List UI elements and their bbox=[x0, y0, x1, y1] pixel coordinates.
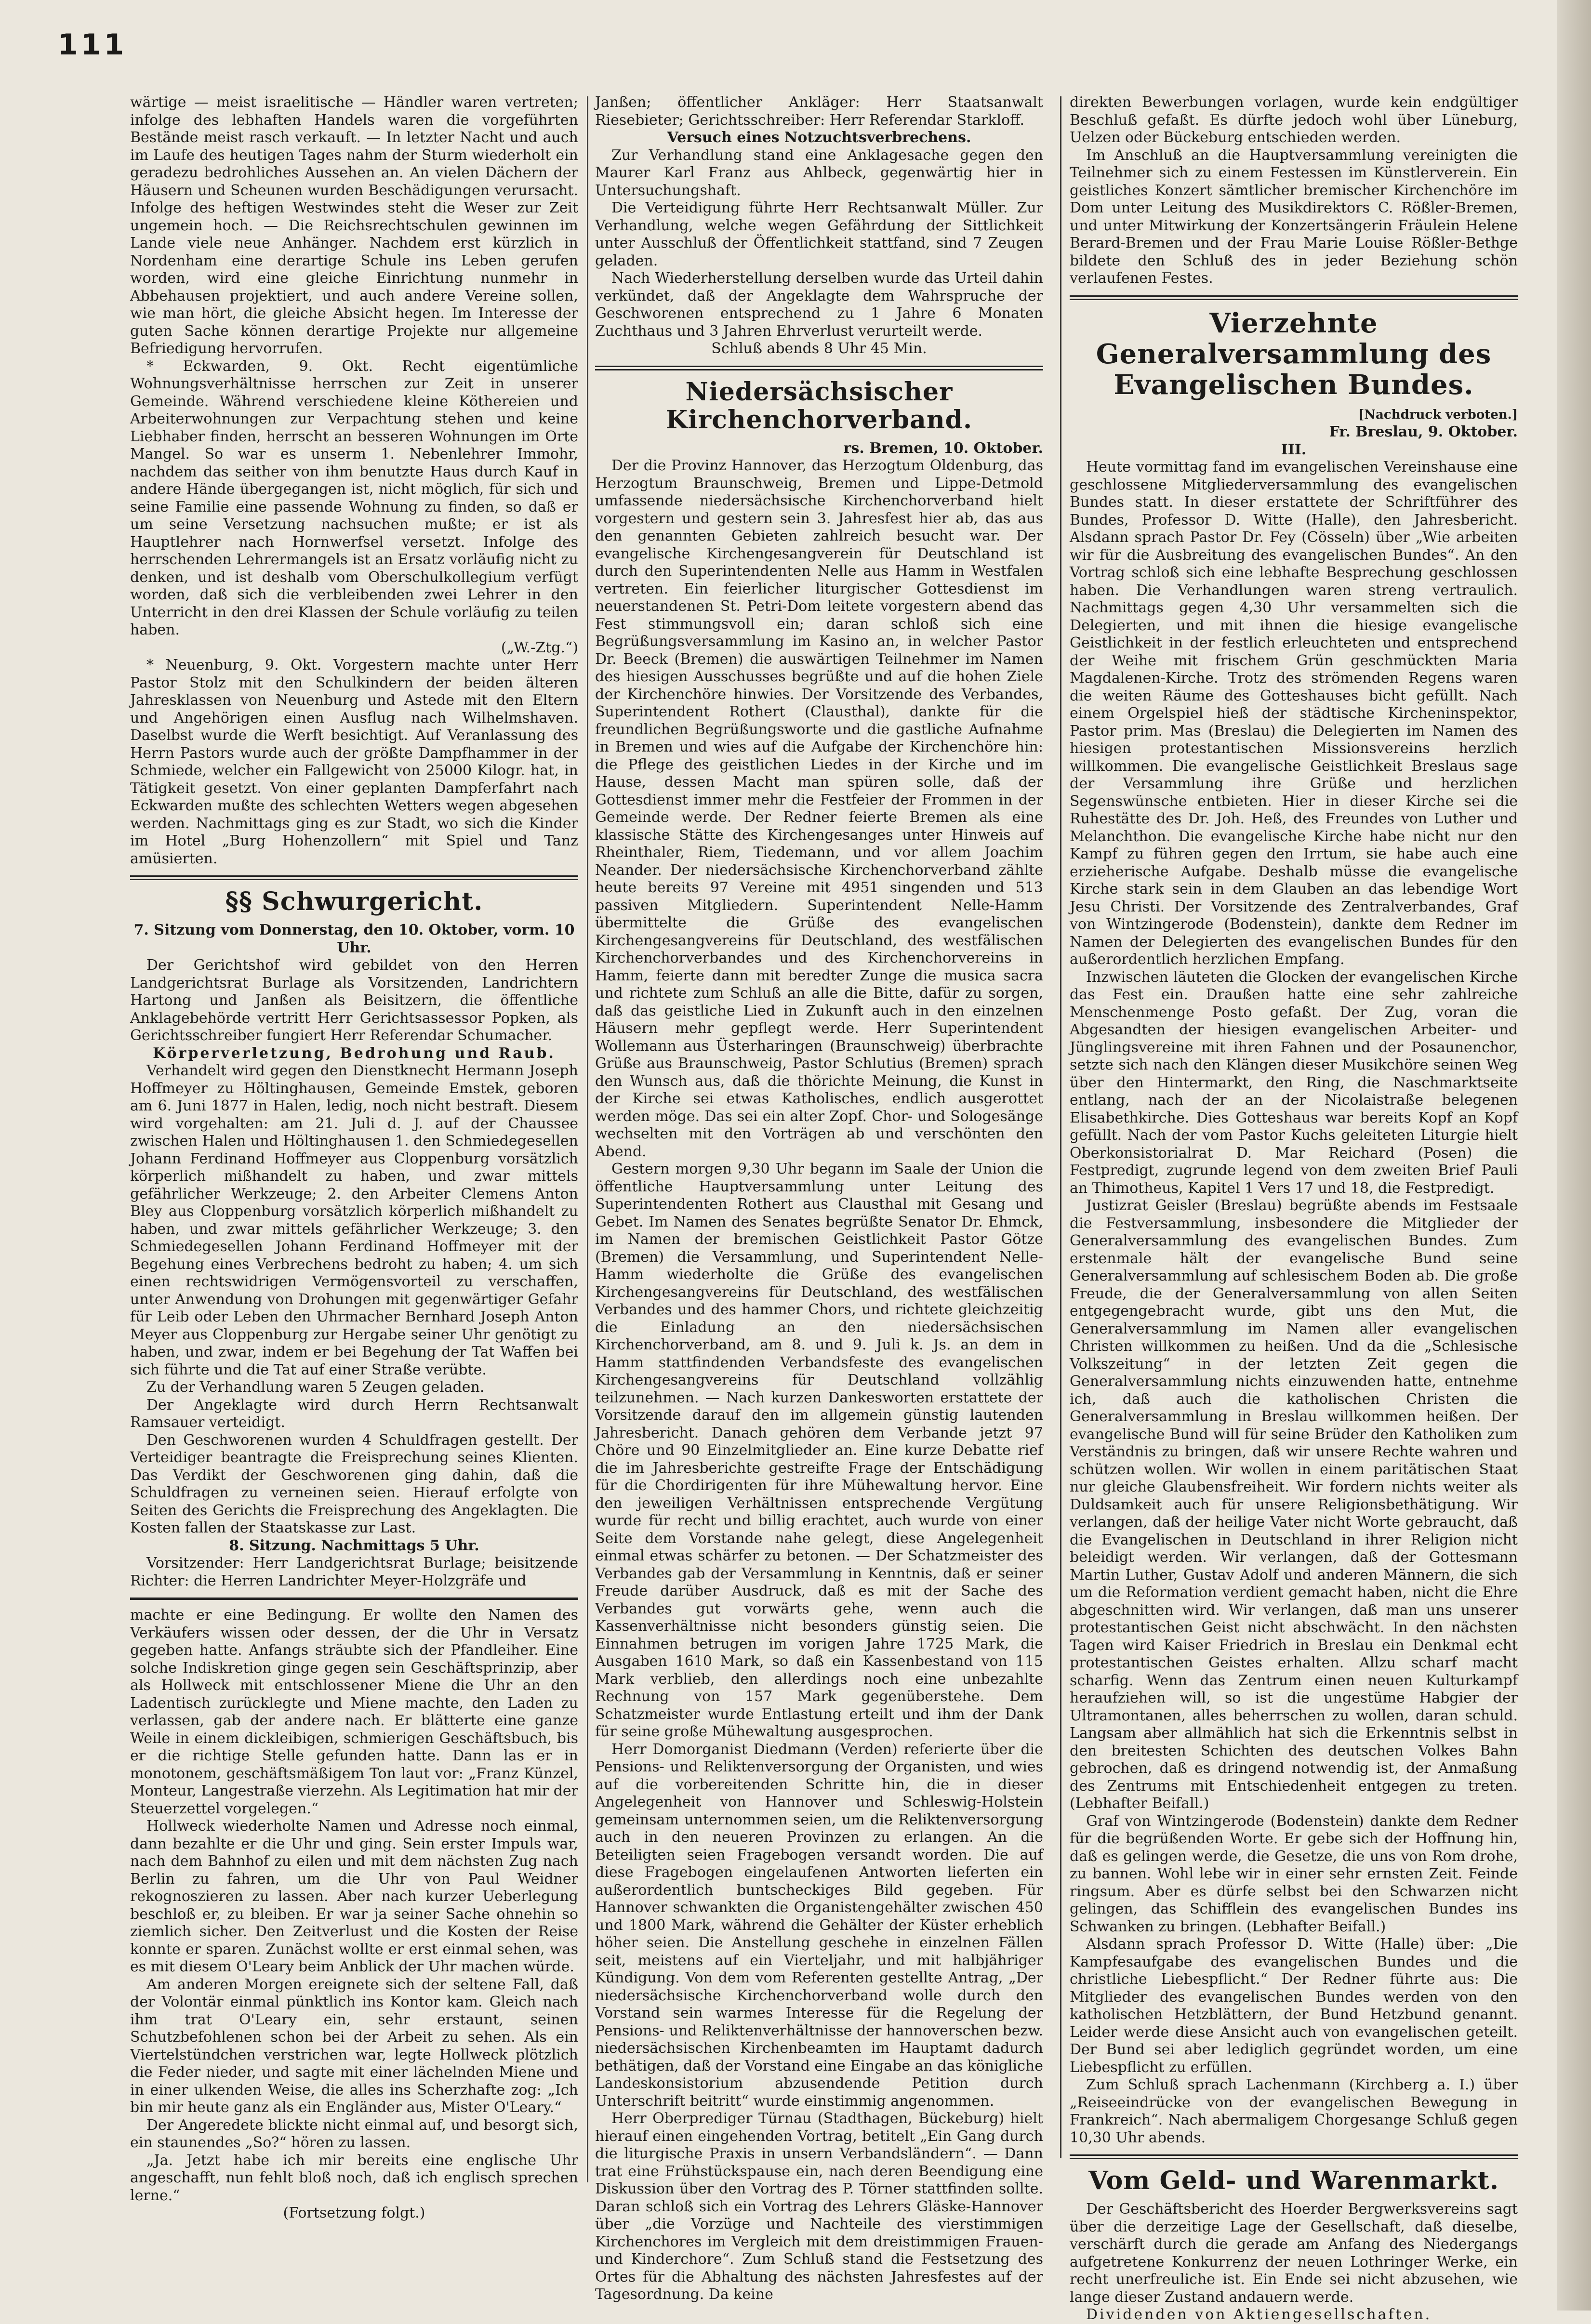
article-text: Gestern morgen 9,30 Uhr begann im Saale der Union die öffentliche Hauptversammlung unter Leitung des Superintendenten Rothert aus Clausthal mit Gesang und Gebet. Im Namen des Senates begrüßte Senator Dr. Ehmck, im Namen der bremischen Geistlichkeit Pastor Götze (Bremen) die Versammlung, und Superintendent Nelle-Hamm wiederholte die Grüße des evangelischen Kirchengesangvereins für Deutschland, des westfälischen Verbandes und des hammer Chors, und richtete gleichzeitig die Einladung an den niedersächsischen Kirchenchorverband, am 8. und 9. Juli k. Js. an dem in Hamm stattfindenden Verbandsfeste des evangelischen Kirchengesangvereins für Deutschland vollzählig teilzunehmen. — Nach kurzen Dankesworten erstattete der Vorsitzende darauf den im allgemein günstig lautenden Jahresbericht. Danach gehören dem Verbande jetzt 97 Chöre und 90 Einzelmitglieder an. Eine kurze Debatte rief die im Jahresberichte gestreifte Frage der Entschädigung für die Chordirigenten für ihre Mühewaltung hervor. Eine den jeweiligen Verhältnissen entsprechende Vergütung wurde für recht und billig erachtet, auch wurde von einer Seite dem Vorstande nahe gelegt, diese Angelegenheit einmal etwas schärfer zu betonen. — Der Schatzmeister des Verbandes gab der Versammlung in Kenntnis, daß er seiner Freude darüber Ausdruck, daß es mit der Sache des Verbandes gut vorwärts gehe, wenn auch die Kassenverhältnisse nicht besonders günstig seien. Die Einnahmen betrugen im vorigen Jahre 1725 Mark, die Ausgaben 1610 Mark, so daß ein Kassenbestand von 115 Mark verblieb, den allerdings noch eine unbezahlte Rechnung von 157 Mark gegenüberstehe. Dem Schatzmeister wurde Entlastung erteilt und ihm der Dank für seine große Mühewaltung ausgesprochen. bbox=[595, 1161, 1043, 1740]
session-end: Schluß abends 8 Uhr 45 Min. bbox=[711, 340, 927, 357]
article-text: Nach Wiederherstellung derselben wurde das Urteil dahin verkündet, daß der Angeklagte dem Wahrspruche der Geschworenen entsprechend zu 1 Jahre 6 Monaten Zuchthaus und 3 Jahren Ehrverlust verurteilt werde. bbox=[595, 270, 1043, 340]
section-divider bbox=[1070, 295, 1518, 300]
article-text: Justizrat Geisler (Breslau) begrüßte abends im Festsaale die Festversammlung, insbesondere die Mitglieder der Generalversammlung des evangelischen Bundes. Zum erstenmale hält der evangelische Bund seine Generalversammlung auf schlesischem Boden ab. Die große Freude, die der Generalversammlung von allen Seiten entgegengebracht wurde, gibt uns den Mut, die Generalversammlung im Namen aller evangelischen Christen willkommen zu heißen. Und da die „Schlesische Volkszeitung“ in der letzten Zeit gegen die Generalversammlung nichts einzuwenden hatte, entnehme ich, daß auch die katholischen Christen die Generalversammlung in Breslau willkommen heißen. Der evangelische Bund will für seine Brüder den Katholiken zum Verständnis zu bringen, daß wir unsere Rechte wahren und schützen wollen. Wir wollen in einem paritätischen Staat nur gleiche Glaubensfreiheit. Wir fordern nichts weiter als Duldsamkeit auch für unsere Religionsbethätigung. Wir verlangen, daß der heilige Vater nicht Worte gebraucht, daß die Evangelischen in Deutschland in ihrer Religion nicht beleidigt werden. Wir verlangen, daß der Gottesmann Martin Luther, Gustav Adolf und anderen Männern, die sich um die Reformation verdient gemacht haben, nicht die Ehre abgeschnitten wird. Wir verlangen, daß man uns unserer protestantischen Geist nicht abschwächt. In den nächsten Tagen wird Kaiser Friedrich in Breslau ein Denkmal echt protestantischen Geistes erhalten. Allzu scharf macht scharfig. Wenn das Zentrum einen neuen Kulturkampf heraufziehen will, so ist die ungestüme Habgier der Ultramontanen, alles beherrschen zu wollen, daran schuld. Langsam aber allmählich hat sich die Erkenntnis selbst in den breitesten Schichten des deutschen Volkes Bahn gebrochen, daß es dringend notwendig ist, der Anmaßung des Zentrums mit Entschiedenheit entgegen zu treten. (Lebhafter Beifall.) bbox=[1070, 1197, 1518, 1812]
case-heading: Körperverletzung, Bedrohung und Raub. bbox=[153, 1044, 556, 1062]
article-text: Janßen; öffentlicher Ankläger: Herr Staatsanwalt Riesebieter; Gerichtsschreiber: Herr Referendar Starkloff. bbox=[595, 94, 1043, 129]
article-text: Verhandelt wird gegen den Dienstknecht Hermann Joseph Hoffmeyer zu Höltinghausen, Gemeinde Emstek, geboren am 6. Juni 1877 in Halen, ledig, noch nicht bestraft. Diesem wird vorgehalten: am 21. Juli d. J. auf der Chaussee zwischen Halen und Höltinghausen 1. den Schmiedegesellen Johann Ferdinand Hoffmeyer aus Cloppenburg vorsätzlich körperlich mißhandelt zu haben, und zwar mittels gefährlicher Werkzeuge; 2. den Arbeiter Clemens Anton Bley aus Cloppenburg vorsätzlich körperlich mißhandelt zu haben, und zwar mittels gefährlicher Werkzeuge; 3. den Schmiedegesellen Johann Ferdinand Hoffmeyer mit der Begehung eines Verbrechens bedroht zu haben; 4. um sich einen rechtswidrigen Vermögensvorteil zu verschaffen, unter Anwendung von Drohungen mit gegenwärtiger Gefahr für Leib oder Leben den Uhrmacher Bernhard Joseph Anton Meyer aus Cloppenburg zur Hergabe seiner Uhr genötigt zu haben, und zwar, indem er bei Begehung der Tat Waffen bei sich führte und die Tat auf einer Straße verübte. bbox=[130, 1062, 578, 1378]
section-divider bbox=[130, 875, 578, 880]
article-text: Der Gerichtshof wird gebildet von den Herren Landgerichtsrat Burlage als Vorsitzenden, Landrichtern Hartong und Janßen als Beisitzern, die öffentliche Anklagebehörde vertritt Herr Gerichtsassessor Popken, als Gerichtsschreiber fungiert Herr Referendar Schumacher. bbox=[130, 957, 578, 1044]
article-text: Die Verteidigung führte Herr Rechtsanwalt Müller. Zur Verhandlung, welche wegen Gefährdung der Sittlichkeit unter Ausschluß der Öffentlichkeit stattfand, sind 7 Zeugen geladen. bbox=[595, 199, 1043, 269]
article-text: Zur Verhandlung stand eine Anklagesache gegen den Maurer Karl Franz aus Ahlbeck, gegenwärtig hier in Untersuchungshaft. bbox=[595, 146, 1043, 199]
page-edge-shadow bbox=[1557, 0, 1591, 2311]
column-rule bbox=[587, 96, 588, 2182]
feuilleton-text: Hollweck wiederholte Namen und Adresse noch einmal, dann bezahlte er die Uhr und ging. Sein erster Impuls war, nach dem Bahnhof zu eilen und mit dem nächsten Zug nach Berlin zu fahren, um die Uhr von Paul Weidner rekognoszieren zu lassen. Aber nach kurzer Ueberlegung beschloß er, zu bleiben. Er war ja seiner Sache ohnehin so ziemlich sicher. Den Zeitverlust und die Kosten der Reise konnte er sparen. Zunächst wollte er erst einmal sehen, was es mit diesem O'Leary beim Anblick der Uhr machen würde. bbox=[130, 1818, 578, 1975]
part-number: III. bbox=[1281, 441, 1307, 458]
article-text: Der die Provinz Hannover, das Herzogtum Oldenburg, das Herzogtum Braunschweig, Bremen und Lippe-Detmold umfassende niedersächsische Kirchenchorverband hielt vorgestern und gestern sein 3. Jahresfest hier ab, das aus den genannten Gebieten zahlreich besucht war. Der evangelische Kirchengesangverein für Deutschland ist durch den Superintendenten Nelle aus Hamm in Westfalen vertreten. Ein feierlicher liturgischer Gottesdienst im neuerstandenen St. Petri-Dom leitete vorgestern abend das Fest stimmungsvoll ein; daran schloß sich eine Begrüßungsversammlung im Kasino an, in welcher Pastor Dr. Beeck (Bremen) die auswärtigen Teilnehmer im Namen des hiesigen Ausschusses begrüßte und auf die hohen Ziele der Kirchenchöre hinwies. Der Vorsitzende des Verbandes, Superintendent Rothert (Clausthal), dankte für die freundlichen Begrüßungsworte und die gastliche Aufnahme in Bremen und wies auf die Aufgabe der Kirchenchöre hin: die Pflege des geistlichen Liedes in der Kirche und im Hause, dessen Macht man spüren solle, daß der Gottesdienst immer mehr die Festfeier der Frommen in der Gemeinde werde. Der Redner feierte Bremen als eine klassische Stätte des Kirchengesanges unter Hinweis auf Rheinthaler, Riem, Tiedemann, und vor allem Joachim Neander. Der niedersächsische Kirchenchorverband zählte heute bereits 97 Vereine mit 4951 singenden und 513 passiven Mitgliedern. Superintendent Nelle-Hamm übermittelte die Grüße des evangelischen Kirchengesangvereins für Deutschland, des westfälischen Kirchenchorverbandes und des Kirchenchorvereins in Hamm, feierte dann mit beredter Zunge die musica sacra und richtete zum Schluß an alle die Bitte, dafür zu sorgen, daß das geistliche Lied in Zukunft auch in den einzelnen Häusern mehr gepflegt werde. Herr Superintendent Wollemann aus Üsterharingen (Braunschweig) überbrachte Grüße aus Braunschweig, Pastor Schlutius (Bremen) sprach den Wunsch aus, daß die thörichte Meinung, die Kunst in der Kirche sei etwas Katholisches, endlich ausgerottet werden möge. Das sei ein alter Zopf. Chor- und Sologesänge wechselten mit den Vorträgen ab und verschönten den Abend. bbox=[595, 457, 1043, 1160]
article-text: Alsdann sprach Professor D. Witte (Halle) über: „Die Kampfesaufgabe des evangelischen Bundes und die christliche Liebespflicht.“ Der Redner führte aus: Die Mitglieder des evangelischen Bundes werden von den katholischen Hetzblättern, der Bund Hetzbund genannt. Leider werde diese Ansicht auch von evangelischen geteilt. Der Bund sei aber lediglich gegründet worden, um eine Liebespflicht zu erfüllen. bbox=[1070, 1936, 1518, 2076]
article-text: Herr Oberprediger Türnau (Stadthagen, Bückeburg) hielt hierauf einen eingehenden Vortrag, betitelt „Ein Gang durch die liturgische Praxis in unsern Verbandsländern“. — Dann trat eine Frühstückspause ein, nach deren Beendigung eine Diskussion über den Vortrag des P. Törner stattfinden sollte. Daran schloß sich ein Vortrag des Lehrers Gläske-Hannover über „die Vorzüge und Nachteile des vierstimmigen Kirchenchores im Vergleich mit dem dreistimmigen Frauen- und Kinderchore“. Zum Schluß stand die Festsetzung des Ortes für die Abhaltung des nächsten Jahresfestes auf der Tagesordnung. Da keine bbox=[595, 2110, 1043, 2303]
choir-section-title: Niedersächsischer Kirchenchorverband. bbox=[665, 377, 973, 435]
section-divider bbox=[595, 366, 1043, 370]
article-text: Im Anschluß an die Hauptversammlung vereinigten die Teilnehmer sich zu einem Festessen im Künstlerverein. Ein geistliches Konzert sämtlicher bremischer Kirchenchöre im Dom unter Leitung des Musikdirektors C. Rößler-Bremen, und unter Mitwirkung der Konzertsängerin Fräulein Helene Berard-Bremen und der Frau Marie Louise Rößler-Bethge bildete den Schluß des in jeder Beziehung schön verlaufenen Festes. bbox=[1070, 146, 1518, 287]
article-text: Graf von Wintzingerode (Bodenstein) dankte dem Redner für die begrüßenden Worte. Er gebe sich der Hoffnung hin, daß es gelingen werde, die Gesetze, die uns von Rom drohe, zu bannen. Wohl lebe wir in einer sehr ernsten Zeit. Feinde ringsum. Aber es dürfe selbst bei den Schwarzen nicht gelingen, das Schifflein des evangelischen Bundes ins Schwanken zu bringen. (Lebhafter Beifall.) bbox=[1070, 1812, 1518, 1935]
article-text: Den Geschworenen wurden 4 Schuldfragen gestellt. Der Verteidiger beantragte die Freisprechung seines Klienten. Das Verdikt der Geschworenen ging dahin, daß die Schuldfragen zu verneinen seien. Hierauf erfolgte von Seiten des Gerichts die Freisprechung des Angeklagten. Die Kosten fallen der Staatskasse zur Last. bbox=[130, 1431, 578, 1536]
article-text: Zu der Verhandlung waren 5 Zeugen geladen. bbox=[146, 1379, 485, 1396]
column-rule bbox=[1060, 96, 1061, 2158]
column-2 bbox=[595, 94, 1043, 2303]
article-text: Zum Schluß sprach Lachenmann (Kirchberg a. I.) über „Reiseeindrücke von der evangelischen Bewegung in Frankreich“. Nach abermaligem Chorgesange Schluß gegen 10,30 Uhr abends. bbox=[1070, 2076, 1518, 2146]
page-number: 111 bbox=[58, 28, 127, 62]
market-section-title: Vom Geld- und Warenmarkt. bbox=[1088, 2166, 1499, 2195]
column-3 bbox=[1070, 94, 1518, 2323]
assembly-section-title: Vierzehnte Generalversammlung des Evangelischen Bundes. bbox=[1096, 307, 1492, 401]
column-1 bbox=[130, 94, 578, 2221]
article-text: Der Geschäftsbericht des Hoerder Bergwerksvereins sagt über die derzeitige Lage der Gesellschaft, daß dieselbe, verschärft durch die gerade am Anfang des Niedergangs aufgetretene Konkurrenz der neuen Lothringer Werke, ein recht unerfreuliche ist. Ein Ende sei nicht abzusehen, wie lange dieser Zustand andauern werde. bbox=[1070, 2201, 1518, 2306]
reprint-note: [Nachdruck verboten.] bbox=[1358, 407, 1518, 422]
session-heading: 8. Sitzung. Nachmittags 5 Uhr. bbox=[229, 1537, 479, 1554]
source-note: („W.-Ztg.“) bbox=[501, 639, 578, 656]
feuilleton-text: Der Angeredete blickte nicht einmal auf, und besorgt sich, ein staunendes „So?“ hören zu lassen. bbox=[130, 2116, 578, 2151]
section-divider bbox=[1070, 2154, 1518, 2159]
dateline: rs. Bremen, 10. Oktober. bbox=[843, 439, 1043, 457]
article-text: direkten Bewerbungen vorlagen, wurde kein endgültiger Beschluß gefaßt. Es dürfte jedoch wohl über Lüneburg, Uelzen oder Bückeburg entschieden werden. bbox=[1070, 94, 1518, 146]
article-text: wärtige — meist israelitische — Händler waren vertreten; infolge des lebhaften Handels waren die vorgeführten Bestände meist rasch verkauft. — In letzter Nacht und auch im Laufe des heutigen Tages nahm der Sturm wiederholt ein geradezu bedrohliches Aussehen an. An vielen Dächern der Häusern und Scheunen wurden Beschädigungen verursacht. Infolge des heftigen Westwindes steht die Weser zur Zeit ungemein hoch. — Die Reichsrechtschulen gewinnen im Lande viele neue Anhänger. Nachdem erst kürzlich in Nordenham eine derartige Schule ins Leben gerufen worden, wird eine gleiche Einrichtung nunmehr in Abbehausen projektiert, und auch andere Vereine sollen, wie man hört, die gleiche Absicht hegen. Im Interesse der guten Sache können derartige Projekte nur allgemeine Befriedigung hervorrufen. bbox=[130, 94, 578, 357]
subsection-heading: Dividenden von Aktiengesellschaften. bbox=[1086, 2306, 1432, 2323]
feuilleton-text: machte er eine Bedingung. Er wollte den Namen des Verkäufers wissen oder dessen, der die Uhr in Versatz gegeben hatte. Anfangs sträubte sich der Pfandleiher. Eine solche Indiskretion ginge gegen sein Geschäftsprinzip, aber als Hollweck mit entschlossener Miene die Uhr an den Ladentisch zurücklegte und Miene machte, den Laden zu verlassen, gab der andere nach. Er blätterte eine ganze Weile in einem dickleibigen, schmierigen Geschäftsbuch, bis er die richtige Stelle gefunden hatte. Dann las er in monotonem, geschäftsmäßigem Ton laut vor: „Franz Künzel, Monteur, Langestraße vierzehn. Als Legitimation hat mir der Steuerzettel vorgelegen.“ bbox=[130, 1607, 578, 1817]
article-text: Vorsitzender: Herr Landgerichtsrat Burlage; beisitzende Richter: die Herren Landrichter Meyer-Holzgräfe und bbox=[130, 1555, 578, 1589]
article-text: Inzwischen läuteten die Glocken der evangelischen Kirche das Fest ein. Draußen hatte eine sehr zahlreiche Menschenmenge Posto gefaßt. Der Zug, voran die Abgesandten der hiesigen evangelischen Arbeiter- und Jünglingsvereine mit ihren Fahnen und der Posaunenchor, setzte sich nach den Klängen dieser Musikchöre seinen Weg über den Hintermarkt, den Ring, die Naschmarktseite entlang, nach der an der Nicolaistraße belegenen Elisabethkirche. Dies Gotteshaus war bereits Kopf an Kopf gefüllt. Nach der vom Pastor Kuchs geleiteten Liturgie hielt Oberkonsistorialrat D. Mar Reichard (Posen) die Festpredigt, zugrunde legend von dem zweiten Brief Pauli an Thimotheus, Kapitel 1 Vers 17 und 18, die Festpredigt. bbox=[1070, 968, 1518, 1197]
session-heading: 7. Sitzung vom Donnerstag, den 10. Oktober, vorm. 10 Uhr. bbox=[133, 922, 575, 956]
case-heading: Versuch eines Notzuchtsverbrechens. bbox=[667, 129, 971, 146]
feuilleton-text: „Ja. Jetzt habe ich mir bereits eine englische Uhr angeschafft, nun fehlt bloß noch, daß ich englisch sprechen lerne.“ bbox=[130, 2152, 578, 2204]
article-neuenburg: * Neuenburg, 9. Okt. Vorgestern machte unter Herr Pastor Stolz mit den Schulkindern der beiden älteren Jahresklassen von Neuenburg und Astede mit den Eltern und Angehörigen einen Ausflug nach Wilhelmshaven. Daselbst wurde die Werft besichtigt. Auf Veranlassung des Herrn Pastors wurde auch der größte Dampfhammer in der Schmiede, welcher ein Fallgewicht von 25000 Kilogr. hat, in Tätigkeit gesetzt. Von einer geplanten Dampferfahrt nach Eckwarden mußte des schlechten Wetters wegen abgesehen werden. Nachmittags ging es zur Stadt, wo sich die Kinder im Hotel „Burg Hohenzollern“ mit Spiel und Tanz amüsierten. bbox=[130, 657, 578, 867]
article-text: Herr Domorganist Diedmann (Verden) referierte über die Pensions- und Reliktenversorgung der Organisten, und wies auf die vorbereitenden Schritte hin, die in dieser Angelegenheit von Hannover und Schleswig-Holstein gemeinsam unternommen seien, um die Reliktenversorgung auch in den neueren Provinzen zu erlangen. An die Beteiligten seien Fragebogen versandt worden. Die auf diese Fragebogen eingelaufenen Antworten lieferten ein außerordentlich buntscheckiges Bild gegeben. Für Hannover schwankten die Organistengehälter zwischen 450 und 1800 Mark, während die Gehälter der Küster erheblich höher seien. Die Anstellung geschehe in einzelnen Fällen seit, meistens auf ein Vierteljahr, und mit halbjähriger Kündigung. Von dem vom Referenten gestellte Antrag, „Der niedersächsische Kirchenchorverband wolle durch den Vorstand sein warmes Interesse für die Regelung der Pensions- und Reliktenverhältnisse der hannoverschen bezw. niedersächsischen Kirchenbeamten im Hauptamt dadurch bethätigen, daß der Vorstand eine Eingabe an das königliche Landeskonsistorium abzusendende Petition durch Unterschrift beitritt“ wurde einstimmig angenommen. bbox=[595, 1741, 1043, 2110]
article-text: Der Angeklagte wird durch Herrn Rechtsanwalt Ramsauer verteidigt. bbox=[130, 1396, 578, 1431]
article-text: Heute vormittag fand im evangelischen Vereinshause eine geschlossene Mitgliederversammlung des evangelischen Bundes statt. In dieser erstattete der Schriftführer des Bundes, Professor D. Witte (Halle), den Jahresbericht. Alsdann sprach Pastor Dr. Fey (Cösseln) über „Wie arbeiten wir für die Ausbreitung des evangelischen Bundes“. An den Vortrag schloß sich eine lebhafte Besprechung geschlossen haben. Die Verhandlungen waren streng vertraulich. Nachmittags gegen 4,30 Uhr versammelten sich die Delegierten, und mit ihnen die hiesige evangelische Geistlichkeit in der festlich erleuchteten und entsprechend der Weihe mit frischem Grün geschmückten Maria Magdalenen-Kirche. Trotz des strömenden Regens waren die weiten Räume des Gotteshauses bicht gefüllt. Nach einem Orgelspiel hieß der städtische Kircheninspektor, Pastor prim. Mas (Breslau) die Delegierten im Namen des hiesigen protestantischen Missionsvereins herzlich willkommen. Die evangelische Geistlichkeit Breslaus sage der Versammlung ihre Grüße und herzlichen Segenswünsche entbieten. Hier in dieser Kirche sei die Ruhestätte des Dr. Joh. Heß, des Freundes von Luther und Melanchthon. Die evangelische Kirche habe nicht nur den Kampf zu führen gegen den Irrtum, sie habe auch eine erzieherische Aufgabe. Deshalb müsse die evangelische Kirche stark sein in dem Glauben an das lebendige Wort Jesu Christi. Der Vorsitzende des Zentralverbandes, Graf von Wintzingerode (Bodenstein), dankte dem Redner im Namen der Delegierten des evangelischen Bundes für den außerordentlich herzlichen Empfang. bbox=[1070, 459, 1518, 968]
article-eckwarden: * Eckwarden, 9. Okt. Recht eigentümliche Wohnungsverhältnisse herrschen zur Zeit in unserer Gemeinde. Während verschiedene kleine Köthereien und Arbeiterwohnungen zur Verpachtung stehen und keine Liebhaber finden, herrscht an besseren Wohnungen im Orte Mangel. So war es unserm 1. Nebenlehrer Immohr, nachdem das seither von ihm benutzte Haus durch Kauf in andere Hände übergegangen ist, nicht möglich, für sich und seine Familie eine passende Wohnung zu finden, so daß er um seine Versetzung nachsuchen mußte; er ist als Hauptlehrer nach Hornwerfsel versetzt. Infolge des herrschenden Lehrermangels ist an Ersatz vorläufig nicht zu denken, und ist deshalb vom Oberschulkollegium verfügt worden, daß sich die verbleibenden zwei Lehrer in den Unterricht in den drei Klassen der Schule vorläufig zu teilen haben. bbox=[130, 357, 578, 638]
feuilleton-divider bbox=[130, 1598, 578, 1600]
feuilleton-text: Am anderen Morgen ereignete sich der seltene Fall, daß der Volontär einmal pünktlich ins Kontor kam. Gleich nach ihm trat O'Leary ein, sehr erstaunt, seinen Schutzbefohlenen schon bei der Arbeit zu sehen. Als ein Viertelstündchen verstrichen war, legte Hollweck plötzlich die Feder nieder, und sagte mit einer lächelnden Miene und in einer ulkenden Weise, die alles ins Scherzhafte zog: „Ich bin mir heute ganz als ein Engländer aus, Mister O'Leary.“ bbox=[130, 1976, 578, 2116]
dateline: Fr. Breslau, 9. Oktober. bbox=[1329, 423, 1518, 440]
court-section-title: §§ Schwurgericht. bbox=[225, 887, 483, 916]
continued-note: (Fortsetzung folgt.) bbox=[283, 2205, 425, 2221]
